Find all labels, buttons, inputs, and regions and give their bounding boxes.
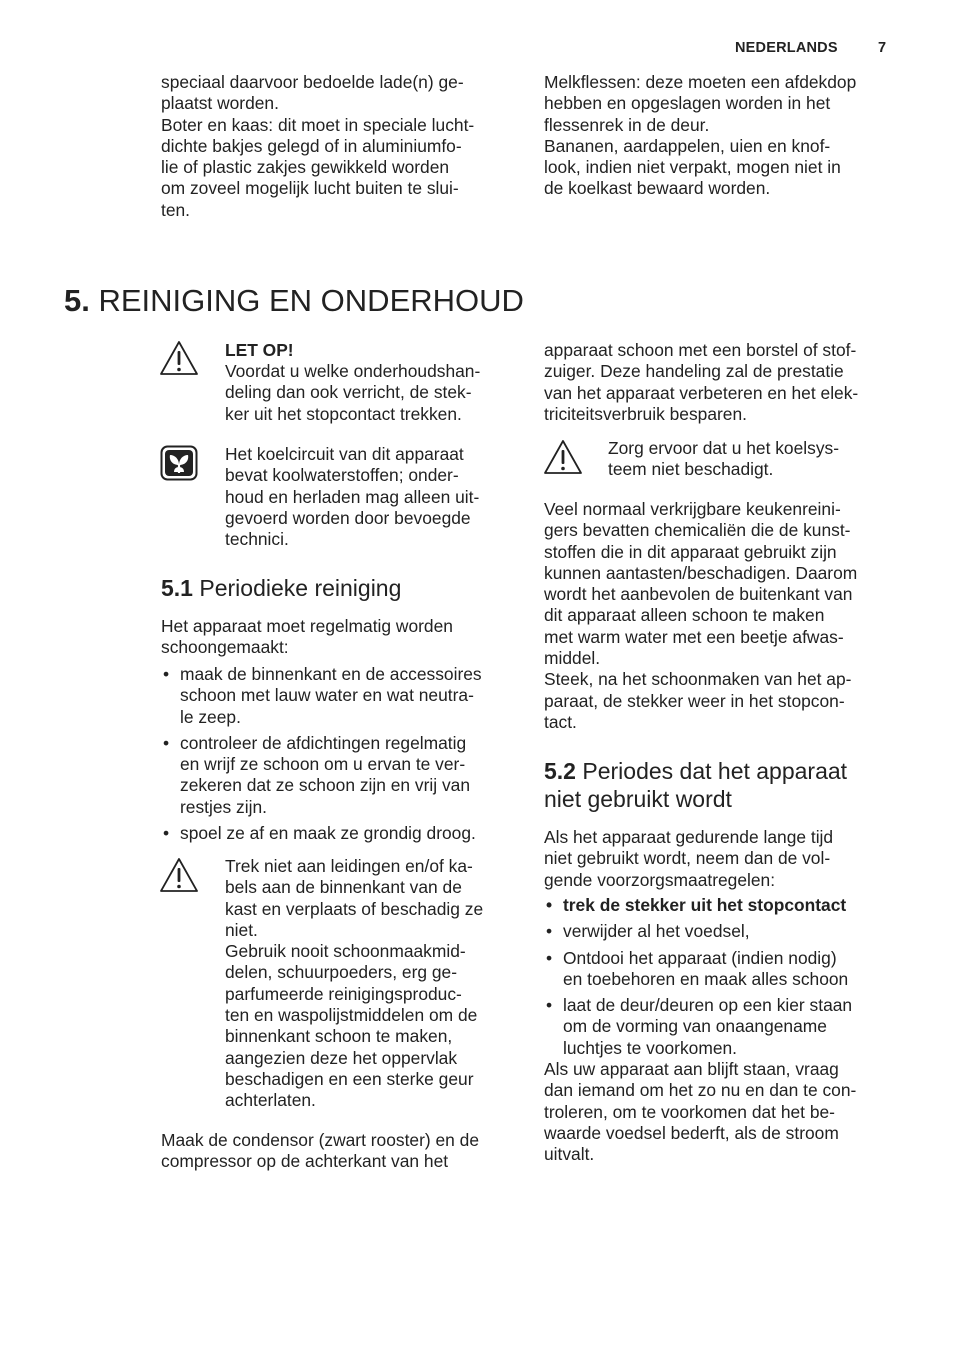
list-item: • spoel ze af en maak ze grondig droog.: [161, 823, 521, 844]
subsection-5-2-outro: Als uw apparaat aan blijft staan, vraag dan iemand om het zo nu en dan te con- troleren, om te voorkomen dat het be- waarde voedsel bederft, als de stroom uitvalt.: [544, 1059, 857, 1165]
subsection-5-1-number: 5.1: [161, 575, 193, 601]
header-language: NEDERLANDS: [735, 40, 838, 56]
top-left-paragraph: speciaal daarvoor bedoelde lade(n) ge- plaatst worden. Boter en kaas: dit moet in speciale lucht- dichte bakjes gelegd of in aluminiumfo- lie of plastic zakjes gewikkeld worden om zoveel mogelijk lucht buiten te slui- ten.: [161, 72, 475, 220]
section-number: 5.: [64, 283, 90, 318]
list-item: • Ontdooi het apparaat (indien nodig) en toebehoren en maak alles schoon: [544, 948, 924, 991]
top-right-paragraph: Melkflessen: deze moeten een afdekdop hebben en opgeslagen worden in het flessenrek in de deur. Bananen, aardappelen, uien en knof- look, indien niet verpakt, mogen niet in de koelkast bewaard worden.: [544, 72, 857, 199]
warning-triangle-icon: [159, 340, 199, 376]
list-item: • controleer de afdichtingen regelmatig en wrijf ze schoon om u ervan te ver- zekeren dat ze schoon zijn en vrij van restjes zijn.: [161, 733, 521, 818]
subsection-5-1-list: [161, 664, 521, 849]
subsection-5-1-intro: Het apparaat moet regelmatig worden schoongemaakt:: [161, 616, 453, 658]
page-number: 7: [878, 40, 887, 56]
subsection-5-2-list: [544, 895, 924, 1059]
env-note-text: Het koelcircuit van dit apparaat bevat koolwaterstoffen; onder- houd en herladen mag alleen uit- gevoerd worden door bevoegde technici.: [225, 444, 480, 550]
list-item: • laat de deur/deuren op een kier staan om de vorming van onaangename luchtjes te voorkomen.: [544, 995, 924, 1059]
section-heading: [64, 283, 524, 319]
section-title: REINIGING EN ONDERHOUD: [98, 283, 524, 318]
warning-triangle-icon: [543, 439, 583, 475]
subsection-5-2-intro: Als het apparaat gedurende lange tijd niet gebruikt wordt, neem dan de vol- gende voorzorgsmaatregelen:: [544, 827, 834, 890]
warning3-text: Zorg ervoor dat u het koelsys- teem niet beschadigt.: [608, 438, 840, 480]
right-paragraph: Veel normaal verkrijgbare keukenreini- gers bevatten chemicaliën die de kunst- stoffen die in dit apparaat gebruikt zijn kunnen aantasten/beschadigen. Daarom wordt het aanbevolen de buitenkant van dit apparaat alleen schoon te maken met warm water met een beetje afwas- middel. Steek, na het schoonmaken van het ap- paraat, de stekker weer in het stopcon- tact.: [544, 499, 858, 732]
subsection-5-1-title: Periodieke reiniging: [199, 575, 402, 601]
subsection-5-2-title: Periodes dat het apparaat niet gebruikt wordt: [544, 758, 848, 812]
warning2-text: Trek niet aan leidingen en/of ka- bels aan de binnenkant van de kast en verplaats of beschadig ze niet. Gebruik nooit schoonmaakmid- delen, schuurpoeders, erg ge- parfumeerde reinigingsproduc- ten en waspolijstmiddelen om de binnenkant schoon te maken, aangezien deze het oppervlak beschadigen en een sterke geur achterlaten.: [225, 856, 484, 1111]
warning-triangle-icon: [159, 857, 199, 893]
warning1-title: LET OP!: [225, 340, 294, 360]
subsection-5-1-heading: [161, 574, 401, 602]
subsection-5-2-number: 5.2: [544, 758, 576, 784]
left-bottom-paragraph: Maak de condensor (zwart rooster) en de compressor op de achterkant van het: [161, 1130, 480, 1172]
list-item: • trek de stekker uit het stopcontact: [544, 895, 924, 916]
warning1-text: Voordat u welke onderhoudshan- deling dan ook verricht, de stek- ker uit het stopcontact trekken.: [225, 361, 481, 424]
list-item: • verwijder al het voedsel,: [544, 921, 924, 942]
right-top-paragraph: apparaat schoon met een borstel of stof- zuiger. Deze handeling zal de prestatie van het apparaat verbeteren en het elek- triciteitsverbruik besparen.: [544, 340, 859, 424]
environment-icon: [160, 445, 198, 481]
subsection-5-2-heading: [544, 757, 924, 813]
list-item: • maak de binnenkant en de accessoires schoon met lauw water en wat neutra- le zeep.: [161, 664, 521, 728]
